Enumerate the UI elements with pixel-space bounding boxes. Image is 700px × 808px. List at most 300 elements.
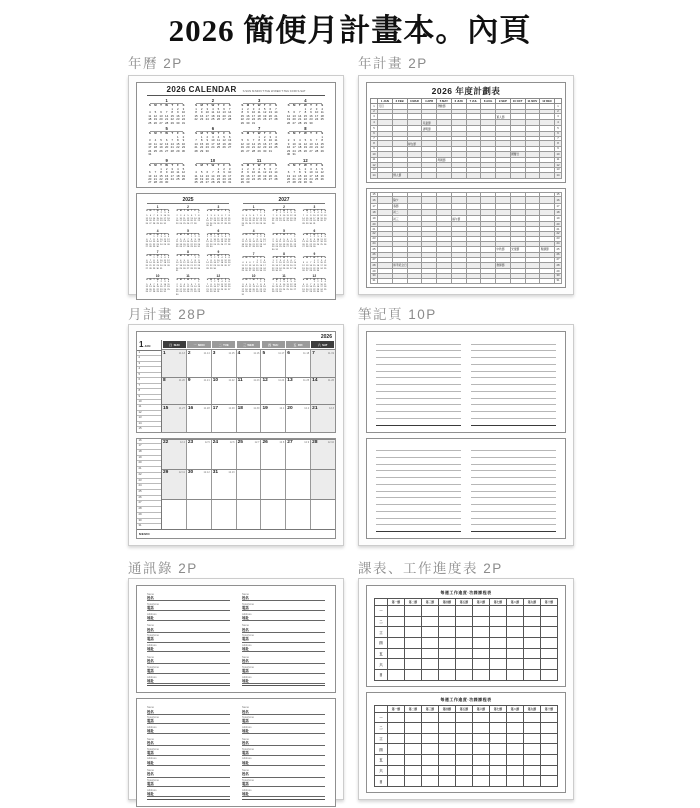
row-number-cell: 12	[556, 163, 560, 167]
date-number: 24	[160, 243, 163, 246]
date-number: 16	[205, 141, 209, 146]
date-number: 20	[224, 241, 227, 244]
date-number: 23	[209, 243, 213, 246]
date-number: 23	[206, 222, 209, 225]
date-number: 8	[258, 138, 260, 143]
date-number: 16	[156, 262, 159, 265]
mini-month-days	[193, 132, 232, 153]
note-line	[471, 392, 556, 399]
date-number: 3	[283, 281, 285, 284]
date-number: 6	[228, 281, 230, 284]
date-number: 11	[241, 241, 244, 244]
calendar-week-row	[162, 469, 335, 499]
mini-month	[147, 126, 186, 157]
field-label-en: Name	[147, 737, 154, 741]
schedule-page-2	[366, 692, 566, 794]
date-number: 2	[187, 350, 191, 356]
schedule-page-1	[366, 585, 566, 687]
date-number: 5	[154, 110, 157, 115]
date-number: 31	[275, 248, 278, 251]
date-number: 20	[228, 141, 232, 146]
mini-month-number: 7	[147, 250, 168, 255]
address-field	[242, 613, 325, 621]
day-letter: W	[165, 103, 168, 108]
field-label-zh: 電話	[147, 637, 154, 642]
year-label-2027: 2027	[243, 197, 325, 204]
date-number: 13	[292, 113, 296, 118]
date-number: 14	[206, 286, 209, 289]
date-number: 23	[279, 220, 282, 223]
mini-month-days	[240, 164, 279, 185]
date-number: 12	[222, 138, 226, 143]
date-number: 30	[213, 291, 216, 294]
schedule-header-row	[375, 599, 558, 606]
date-number: 7	[206, 283, 209, 286]
schedule-row	[375, 659, 558, 670]
note-line	[376, 419, 461, 426]
date-number: 12	[286, 113, 291, 118]
day-letter: W	[217, 209, 220, 212]
day-letter: M	[246, 163, 250, 168]
date-number: 13	[290, 262, 293, 265]
date-number: 25	[183, 291, 186, 294]
date-number: 14	[251, 141, 256, 146]
date-number: 2	[165, 166, 168, 171]
date-number: 10	[279, 262, 282, 265]
empty-cell	[236, 500, 261, 529]
date-cell	[162, 470, 186, 499]
date-number: 20	[145, 264, 149, 267]
date-number: 30	[275, 270, 278, 273]
date-number: 27	[228, 145, 232, 150]
day-letter: S	[287, 103, 290, 108]
date-number: 15	[206, 241, 209, 244]
date-number: 13	[186, 262, 190, 265]
mini-month	[302, 252, 327, 272]
day-letter: S	[263, 209, 266, 212]
date-number: 4	[317, 212, 319, 215]
note-line	[471, 345, 556, 352]
date-cell	[236, 440, 261, 469]
date-number: 24	[170, 176, 174, 181]
field-label-zh: 姓名	[147, 772, 154, 777]
day-header-cell	[286, 341, 309, 348]
day-letter: T	[214, 233, 216, 236]
date-number: 13	[224, 238, 227, 241]
day-letter: M	[292, 163, 296, 168]
row-number-cell: 29	[372, 269, 376, 273]
date-number: 8	[153, 238, 155, 241]
plan-cell	[451, 172, 466, 178]
date-number: 1	[157, 281, 159, 284]
schedule-cell	[405, 744, 422, 755]
plan-cell	[496, 278, 511, 283]
date-number: 30	[259, 270, 263, 273]
address-columns-2	[137, 699, 335, 805]
column-end-line	[147, 685, 230, 686]
date-number: 23	[181, 145, 186, 150]
date-number: 18	[211, 113, 215, 118]
sidebar-row: 29	[137, 513, 161, 519]
date-number: 27	[183, 246, 186, 249]
date-number: 16	[246, 113, 250, 118]
date-number: 29	[200, 148, 204, 153]
date-number: 19	[186, 220, 190, 223]
address-field	[147, 666, 230, 674]
date-number: 15	[152, 262, 156, 265]
day-letter: W	[186, 233, 190, 236]
mini-month-number: 5	[177, 229, 198, 234]
field-label-zh: 姓名	[242, 740, 249, 745]
plan-cell: 除夕	[392, 197, 407, 203]
date-number: 24	[309, 176, 313, 181]
lunar-date: 11.25	[303, 379, 310, 382]
date-cell	[260, 405, 285, 432]
schedule-cell	[456, 755, 473, 766]
note-line	[376, 451, 461, 458]
date-number: 21	[206, 288, 209, 291]
field-label-zh: 地址	[147, 760, 154, 765]
date-number: 4	[320, 236, 323, 239]
date-number: 11	[257, 110, 261, 115]
day-letter: F	[223, 131, 225, 136]
day-letter: F	[290, 233, 292, 236]
date-number: 28	[256, 291, 259, 294]
mini-month-number: 8	[177, 250, 198, 255]
date-number: 26	[159, 148, 163, 153]
year-plan-table-wrap	[367, 98, 565, 182]
date-number: 5	[324, 236, 326, 239]
day-label: 六	[375, 659, 388, 670]
date-number: 1	[260, 212, 262, 215]
sidebar-row: 25	[137, 490, 161, 496]
date-number: 14	[152, 217, 156, 220]
date-number: 5	[167, 257, 170, 260]
empty-cell	[236, 470, 261, 499]
day-letter: T	[256, 257, 258, 260]
day-letter: W	[282, 233, 286, 236]
date-number: 31	[251, 120, 256, 125]
note-line	[471, 405, 556, 412]
date-number: 30	[205, 148, 209, 153]
day-letter: F	[224, 254, 227, 257]
date-number: 30	[316, 291, 320, 294]
date-number: 10	[170, 170, 174, 175]
date-number: 31	[241, 225, 245, 228]
date-number: 8	[171, 110, 174, 115]
date-number: 10	[241, 217, 245, 220]
date-number: 15	[163, 405, 169, 411]
mini-month-number: 4	[243, 229, 264, 234]
schedule-cell	[490, 627, 507, 638]
date-number: 8	[157, 283, 159, 286]
date-number: 28	[309, 291, 312, 294]
schedule-cell	[456, 616, 473, 627]
date-number: 3	[171, 166, 174, 171]
date-number: 12	[248, 286, 252, 289]
row-number-cell: 12	[372, 163, 376, 167]
date-number: 27	[205, 180, 209, 185]
date-number: 1	[310, 236, 312, 239]
mini-month-days	[147, 132, 186, 156]
day-letter: S	[198, 209, 200, 212]
row-number-cell: 6	[371, 131, 378, 136]
schedule-cell	[388, 669, 405, 680]
date-number: 2	[279, 281, 281, 284]
section-label-notes: 筆記頁 10P	[358, 307, 437, 322]
day-letter: S	[272, 233, 274, 236]
date-number: 28	[194, 291, 197, 294]
field-label-zh: 姓名	[242, 627, 249, 632]
schedule-cell	[456, 648, 473, 659]
schedule-cell	[507, 659, 524, 670]
empty-cell	[310, 470, 335, 499]
date-number: 12	[167, 238, 170, 241]
day-letter: M	[306, 233, 308, 236]
address-field	[147, 644, 230, 652]
date-number: 15	[209, 262, 213, 265]
address-field	[242, 779, 325, 787]
field-label-zh: 電話	[242, 606, 249, 611]
date-number: 10	[314, 110, 319, 115]
date-number: 2	[310, 106, 312, 111]
period-header: 第六節	[473, 705, 490, 712]
date-number: 5	[245, 262, 248, 265]
date-number: 18	[257, 113, 261, 118]
date-number: 5	[245, 238, 248, 241]
date-number: 26	[216, 117, 221, 122]
date-number: 11	[237, 378, 243, 383]
period-header: 第五節	[456, 599, 473, 606]
date-number: 30	[197, 267, 201, 270]
date-number: 26	[222, 145, 226, 150]
day-letter: W	[211, 163, 215, 168]
day-letter: S	[294, 233, 296, 236]
date-number: 1	[177, 134, 179, 139]
row-number-cell: 10	[372, 152, 376, 156]
date-number: 22	[152, 264, 156, 267]
date-number: 25	[183, 222, 186, 225]
date-number: 21	[224, 220, 227, 223]
date-number: 18	[183, 288, 186, 291]
address-field	[242, 738, 325, 746]
mini-month-number: 1	[150, 98, 183, 104]
date-number: 22	[303, 117, 307, 122]
date-number: 19	[222, 141, 226, 146]
note-line	[376, 478, 461, 485]
date-number: 23	[313, 243, 316, 246]
calendar-week-row	[162, 349, 335, 377]
date-number: 23	[197, 264, 201, 267]
schedule-table-1	[374, 598, 558, 681]
mini-month-number: 2	[196, 98, 229, 104]
day-en: MON	[197, 342, 205, 347]
date-number: 30	[316, 270, 320, 273]
schedule-cell	[473, 637, 490, 648]
field-label-zh: 電話	[242, 719, 249, 724]
date-number: 27	[302, 246, 305, 249]
day-letter: S	[242, 257, 244, 260]
date-number: 23	[259, 267, 263, 270]
schedule-cell	[541, 648, 558, 659]
date-number: 19	[181, 173, 186, 178]
day-letter: M	[306, 278, 308, 281]
date-cell	[310, 350, 335, 377]
field-label-en: Name	[147, 769, 154, 773]
date-number: 15	[275, 217, 278, 220]
schedule-cell	[473, 755, 490, 766]
date-number: 5	[262, 350, 266, 356]
schedule-cell	[507, 648, 524, 659]
date-number: 29	[275, 291, 278, 294]
date-cell	[186, 405, 211, 432]
date-number: 8	[260, 215, 262, 218]
address-field	[147, 757, 230, 765]
date-number: 4	[164, 257, 166, 260]
day-letter: S	[228, 103, 231, 108]
note-line	[376, 505, 461, 512]
date-number: 17	[320, 286, 323, 289]
day-letter: M	[306, 209, 308, 212]
schedule-cell	[405, 755, 422, 766]
date-number: 3	[293, 138, 295, 143]
date-number: 9	[194, 238, 196, 241]
date-number: 13	[190, 217, 193, 220]
date-number: 9	[260, 238, 262, 241]
schedule-cell	[422, 616, 439, 627]
date-number: 14	[149, 241, 152, 244]
schedule-cell	[422, 733, 439, 744]
date-number: 22	[216, 176, 221, 181]
note-line	[376, 465, 461, 472]
date-number: 12	[245, 241, 248, 244]
date-number: 16	[271, 243, 275, 246]
date-number: 28	[149, 246, 152, 249]
day-letter: M	[246, 103, 250, 108]
date-number: 4	[167, 212, 170, 215]
date-number: 22	[194, 117, 198, 122]
mini-month	[206, 250, 231, 273]
date-number: 15	[309, 241, 312, 244]
address-card	[128, 578, 344, 800]
row-number-cell: 17	[556, 204, 560, 208]
day-letter: W	[217, 278, 220, 281]
day-letter: T	[317, 209, 319, 212]
date-number: 8	[276, 215, 278, 218]
date-number: 7	[194, 283, 196, 286]
plan-cell	[407, 172, 422, 178]
date-number: 8	[217, 170, 220, 175]
day-en: THU	[272, 342, 279, 347]
date-number: 16	[263, 141, 267, 146]
date-number: 15	[313, 286, 316, 289]
period-header: 第九節	[524, 705, 541, 712]
mini-month-days	[147, 164, 186, 185]
plan-cell	[510, 172, 525, 178]
day-letter: T	[214, 278, 216, 281]
row-number-cell: 15	[556, 192, 560, 196]
date-number: 31	[163, 222, 167, 225]
date-number: 24	[251, 117, 256, 122]
date-number: 12	[303, 141, 307, 146]
address-page-2	[136, 698, 336, 806]
plan-cell: 教師節	[496, 262, 511, 268]
date-number: 16	[200, 113, 204, 118]
date-number: 20	[252, 220, 255, 223]
date-number: 1	[171, 106, 174, 111]
schedule-cell	[388, 606, 405, 617]
date-number: 1	[256, 236, 258, 239]
day-letter: M	[275, 278, 278, 281]
calendar-2026-grid	[137, 97, 335, 187]
calendar-2026-title: 2026 CALENDAR	[166, 85, 237, 94]
date-number: 23	[263, 145, 267, 150]
date-number: 9	[287, 141, 290, 146]
date-number: 27	[252, 222, 255, 225]
date-number: 17	[309, 173, 313, 178]
date-number: 1	[258, 134, 260, 139]
date-number: 7	[194, 215, 196, 218]
date-number: 25	[179, 267, 182, 270]
day-letter: T	[183, 209, 186, 212]
date-number: 26	[302, 270, 305, 273]
day-letter: S	[182, 163, 185, 168]
date-number: 3	[148, 138, 151, 143]
field-label-en: Address	[242, 612, 252, 616]
schedule-row	[375, 606, 558, 617]
day-letter: S	[324, 257, 326, 260]
date-number: 31	[309, 180, 313, 185]
date-number: 7	[302, 215, 305, 218]
address-block	[147, 654, 230, 685]
date-number: 3	[206, 106, 209, 111]
date-number: 28	[224, 222, 227, 225]
schedule-cell	[456, 606, 473, 617]
date-number: 30	[279, 291, 282, 294]
date-number: 7	[298, 110, 301, 115]
day-letter: S	[302, 233, 305, 236]
date-number: 29	[194, 267, 197, 270]
schedule-cell	[524, 627, 541, 638]
date-number: 18	[274, 141, 278, 146]
date-number: 27	[268, 117, 272, 122]
date-number: 13	[268, 110, 272, 115]
date-number: 6	[228, 134, 231, 139]
period-header: 第七節	[490, 599, 507, 606]
date-number: 7	[206, 259, 209, 262]
date-number: 10	[228, 170, 232, 175]
schedule-cell	[422, 637, 439, 648]
date-number: 19	[263, 173, 267, 178]
date-number: 9	[304, 170, 307, 175]
date-number: 2	[287, 138, 290, 143]
date-number: 14	[224, 217, 227, 220]
date-number: 19	[216, 113, 221, 118]
date-number: 24	[181, 117, 186, 122]
day-letter: T	[160, 254, 162, 257]
date-number: 7	[312, 350, 315, 356]
schedule-cell	[490, 776, 507, 787]
day-letter: T	[217, 103, 220, 108]
lunar-date: 12.4	[179, 441, 185, 444]
row-number-cell: 18	[556, 210, 560, 214]
date-cell	[285, 405, 310, 432]
day-letter: W	[282, 209, 286, 212]
schedule-cell	[422, 744, 439, 755]
date-number: 11	[324, 262, 327, 265]
day-letter: W	[252, 233, 255, 236]
address-field	[147, 748, 230, 756]
